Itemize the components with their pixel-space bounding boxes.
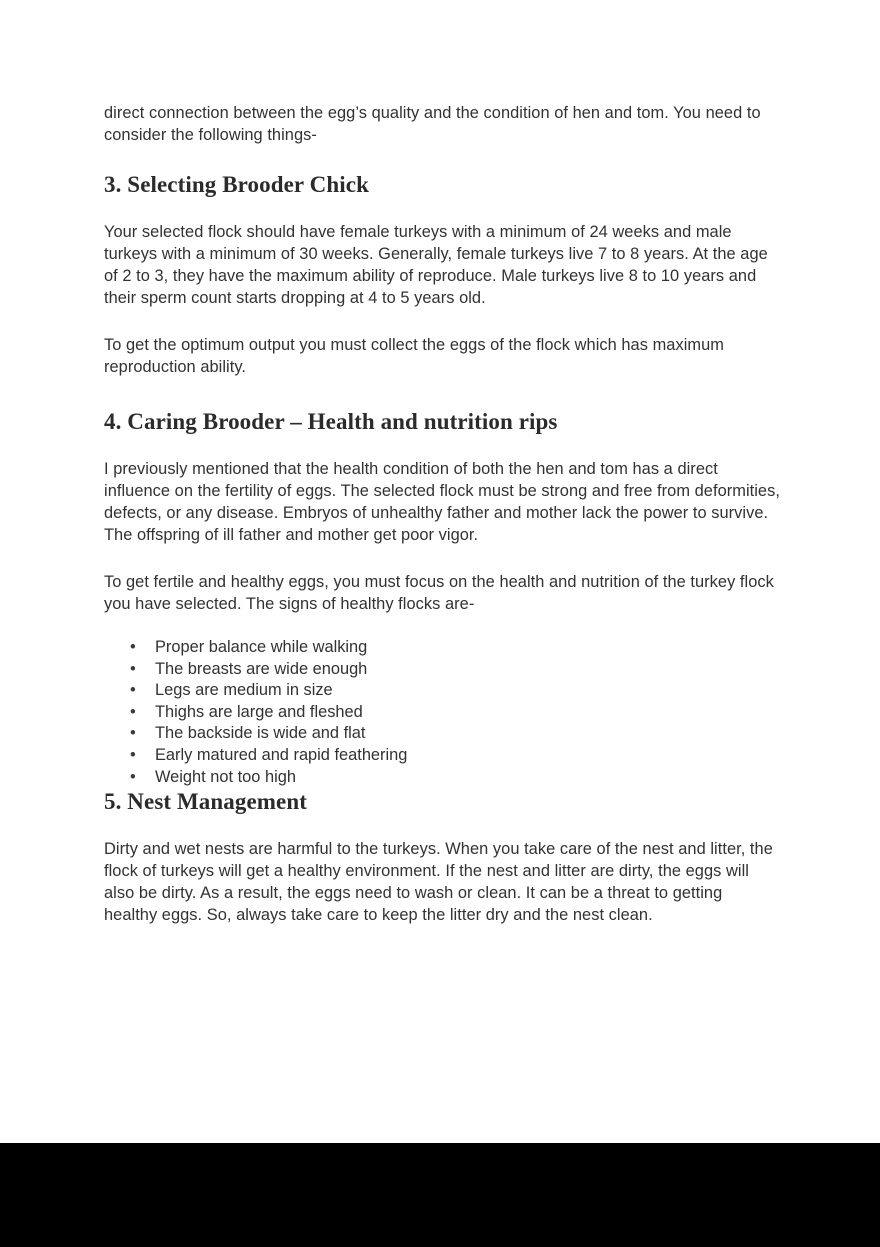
heading-caring-brooder: 4. Caring Brooder – Health and nutrition rips xyxy=(104,409,558,434)
list-item-label: Early matured and rapid feathering xyxy=(155,745,408,764)
list-item-label: Thighs are large and fleshed xyxy=(155,702,363,721)
bullet-icon: • xyxy=(130,767,136,786)
bullet-icon: • xyxy=(130,724,136,743)
list-item xyxy=(104,680,780,702)
bullet-icon: • xyxy=(130,638,136,656)
paragraph-health-condition: I previously mentioned that the health condition of both the hen and tom has a direct influence on the fertility of eggs. The selected flock must be strong and free from deformities, defects, or any disease. Embryos of unhealthy father and mother lack the power to survive. The offspring of ill father and mother get poor vigor. xyxy=(104,460,780,544)
heading-selecting-brooder-chick: 3. Selecting Brooder Chick xyxy=(104,172,369,197)
document-content xyxy=(104,102,780,951)
list-item xyxy=(104,723,780,745)
list-item-label: Proper balance while walking xyxy=(155,638,368,656)
intro-paragraph: direct connection between the egg’s quality and the condition of hen and tom. You need to consider the following things- xyxy=(104,104,761,144)
list-item xyxy=(104,637,780,659)
paragraph-fertile-healthy-eggs: To get fertile and healthy eggs, you must focus on the health and nutrition of the turkey flock you have selected. The signs of healthy flocks are- xyxy=(104,573,774,613)
list-item-label: The backside is wide and flat xyxy=(155,724,366,743)
healthy-flock-signs-list xyxy=(104,637,780,788)
list-item xyxy=(104,659,780,681)
paragraph-flock-age-requirements: Your selected flock should have female turkeys with a minimum of 24 weeks and male turkeys with a minimum of 30 weeks. Generally, female turkeys live 7 to 8 years. At the age of 2 to 3, they have the maximum ability of reproduce. Male turkeys live 8 to 10 years and their sperm count starts dropping at 4 to 5 years old. xyxy=(104,223,768,307)
healthy-flock-signs-block xyxy=(104,637,780,788)
list-item-label: Legs are medium in size xyxy=(155,681,333,700)
footer-black-bar xyxy=(0,1143,880,1247)
bullet-icon: • xyxy=(130,702,136,721)
paragraph-optimum-output: To get the optimum output you must collect the eggs of the flock which has maximum reproduction ability. xyxy=(104,336,724,376)
bullet-icon: • xyxy=(130,659,136,678)
heading-nest-management: 5. Nest Management xyxy=(104,789,308,815)
list-item-label: Weight not too high xyxy=(155,767,296,786)
list-item xyxy=(104,745,780,767)
bullet-icon: • xyxy=(130,745,136,764)
list-item xyxy=(104,702,780,724)
bullet-icon: • xyxy=(130,681,136,700)
list-item-label: The breasts are wide enough xyxy=(155,659,368,678)
paragraph-nest-management: Dirty and wet nests are harmful to the turkeys. When you take care of the nest and litter, the flock of turkeys will get a healthy environment. If the nest and litter are dirty, the eggs will also be dirty. As a result, the eggs need to wash or clean. It can be a threat to getting healthy eggs. So, always take care to keep the litter dry and the nest clean. xyxy=(104,840,773,925)
list-item xyxy=(104,767,780,789)
